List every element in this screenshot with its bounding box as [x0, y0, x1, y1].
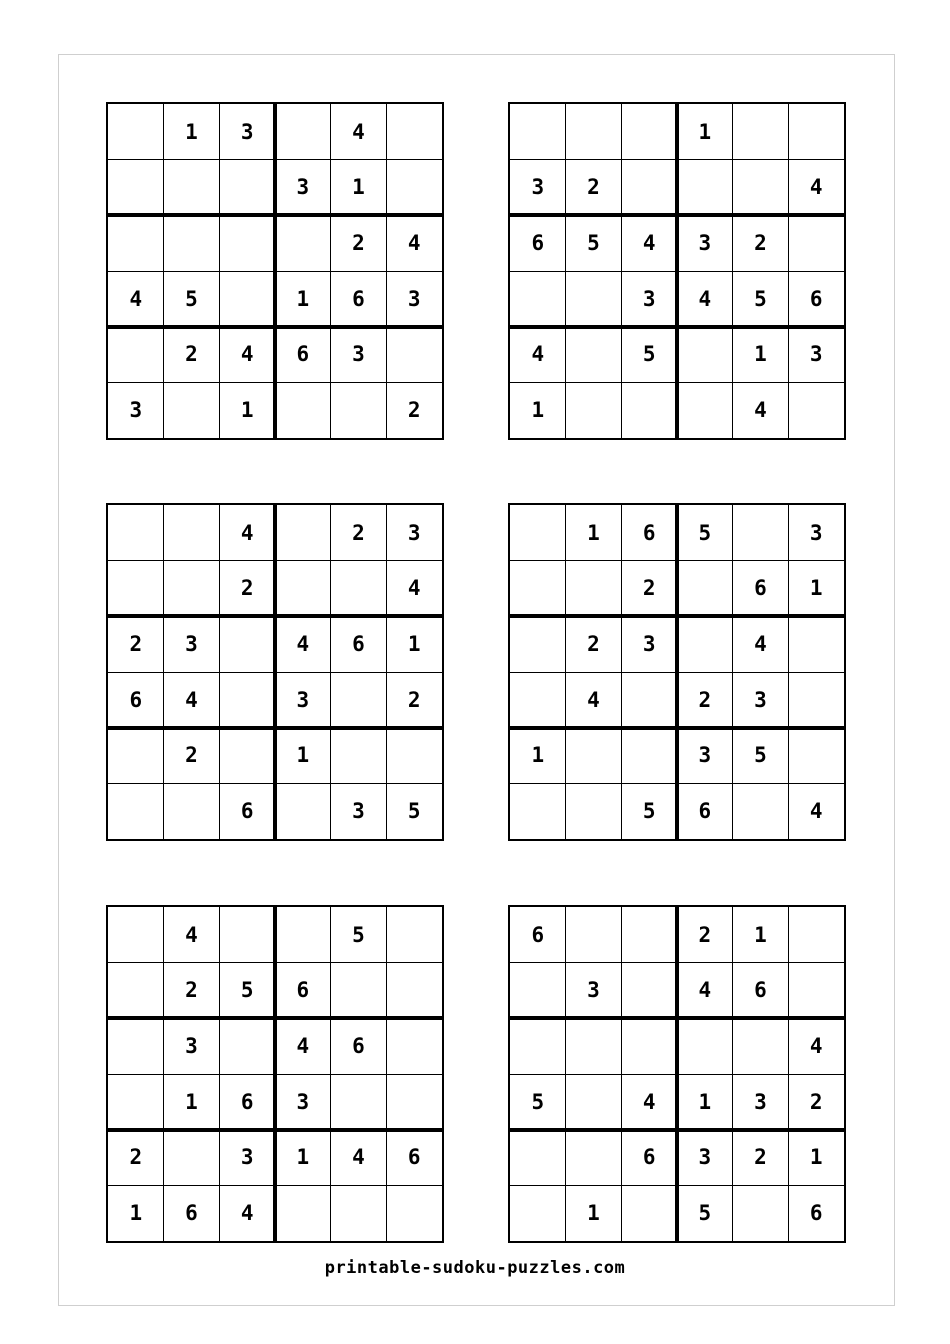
sudoku-cell: 3 — [809, 342, 823, 367]
sudoku-puzzle-5 — [106, 905, 444, 1243]
sudoku-cell: 4 — [809, 1034, 823, 1059]
sudoku-cell: 6 — [809, 286, 823, 311]
sudoku-cell: 6 — [809, 1201, 823, 1226]
sudoku-cell: 6 — [352, 632, 365, 657]
sudoku-cell: 2 — [754, 231, 767, 256]
sudoku-cell: 6 — [240, 799, 254, 824]
sudoku-cell — [677, 1018, 733, 1074]
sudoku-cell — [677, 616, 733, 672]
sudoku-cell — [275, 382, 331, 438]
sudoku-cell — [275, 104, 331, 160]
sudoku-cell: 3 — [185, 632, 198, 657]
sudoku-cell: 3 — [698, 743, 712, 768]
sudoku-cell: 4 — [129, 286, 143, 311]
sudoku-cell — [621, 907, 677, 963]
sudoku-cell — [108, 505, 164, 561]
sudoku-cell: 5 — [698, 1201, 712, 1226]
sudoku-cell — [510, 271, 566, 327]
sudoku-cell — [677, 327, 733, 383]
sudoku-cell — [108, 907, 164, 963]
sudoku-puzzle-2 — [508, 102, 846, 440]
sudoku-cell: 2 — [587, 632, 600, 657]
sudoku-cell: 6 — [296, 342, 310, 367]
sudoku-cell — [510, 783, 566, 839]
sudoku-cell — [677, 382, 733, 438]
sudoku-cell: 1 — [698, 119, 712, 144]
sudoku-cell — [566, 1018, 622, 1074]
sudoku-cell — [621, 728, 677, 784]
sudoku-cell — [788, 728, 844, 784]
sudoku-cell — [621, 1185, 677, 1241]
sudoku-cell — [733, 160, 789, 216]
sudoku-cell — [386, 1018, 442, 1074]
sudoku-cell — [733, 1185, 789, 1241]
sudoku-cell — [219, 728, 275, 784]
sudoku-cell: 4 — [809, 799, 823, 824]
sudoku-cell: 4 — [296, 1034, 310, 1059]
sudoku-cell — [108, 561, 164, 617]
sudoku-cell: 4 — [185, 922, 198, 947]
sudoku-cell: 1 — [754, 342, 767, 367]
sudoku-cell: 6 — [642, 1145, 656, 1170]
sudoku-cell: 2 — [352, 520, 365, 545]
sudoku-cell — [677, 160, 733, 216]
sudoku-cell: 2 — [809, 1089, 823, 1114]
sudoku-cell: 2 — [407, 687, 421, 712]
sudoku-cell — [788, 215, 844, 271]
sudoku-cell — [164, 561, 220, 617]
sudoku-cell — [108, 104, 164, 160]
sudoku-cell: 1 — [296, 1145, 310, 1170]
sudoku-cell: 6 — [185, 1201, 198, 1226]
sudoku-cell: 4 — [185, 687, 198, 712]
sudoku-cell: 6 — [531, 231, 545, 256]
sudoku-cell — [733, 1018, 789, 1074]
sudoku-cell: 4 — [240, 1201, 254, 1226]
sudoku-cell: 1 — [531, 743, 545, 768]
sudoku-cell — [788, 907, 844, 963]
sudoku-cell — [164, 1130, 220, 1186]
sudoku-cell — [566, 561, 622, 617]
sudoku-cell — [566, 271, 622, 327]
sudoku-cell: 2 — [185, 743, 198, 768]
sudoku-cell — [621, 382, 677, 438]
sudoku-cell: 6 — [531, 922, 545, 947]
sudoku-cell: 5 — [642, 342, 656, 367]
sudoku-cell — [566, 1130, 622, 1186]
sudoku-cell — [331, 963, 387, 1019]
sudoku-cell: 3 — [809, 520, 823, 545]
sudoku-cell — [331, 728, 387, 784]
sudoku-cell — [733, 104, 789, 160]
sudoku-cell: 3 — [352, 342, 365, 367]
sudoku-cell: 2 — [352, 231, 365, 256]
sudoku-cell: 6 — [407, 1145, 421, 1170]
sudoku-cell: 3 — [240, 119, 254, 144]
sudoku-cell: 5 — [352, 922, 365, 947]
sudoku-cell — [331, 561, 387, 617]
sudoku-cell: 1 — [185, 1089, 198, 1114]
sudoku-cell — [386, 1185, 442, 1241]
sudoku-cell — [164, 160, 220, 216]
sudoku-cell: 3 — [296, 175, 310, 200]
sudoku-cell — [386, 728, 442, 784]
sudoku-cell: 3 — [754, 687, 767, 712]
sudoku-cell — [108, 963, 164, 1019]
sudoku-cell — [386, 160, 442, 216]
sudoku-cell: 5 — [185, 286, 198, 311]
sudoku-cell — [566, 783, 622, 839]
sudoku-cell — [108, 215, 164, 271]
sudoku-cell: 2 — [698, 922, 712, 947]
sudoku-cell — [566, 907, 622, 963]
sudoku-cell — [788, 672, 844, 728]
sudoku-cell: 1 — [531, 398, 545, 423]
sudoku-cell: 2 — [129, 632, 143, 657]
sudoku-cell — [331, 382, 387, 438]
sudoku-cell: 1 — [587, 520, 600, 545]
sudoku-cell — [621, 672, 677, 728]
sudoku-cell: 4 — [407, 231, 421, 256]
sudoku-cell: 6 — [642, 520, 656, 545]
sudoku-cell: 4 — [642, 231, 656, 256]
sudoku-cell — [510, 963, 566, 1019]
sudoku-cell — [331, 1185, 387, 1241]
sudoku-cell: 4 — [240, 342, 254, 367]
sudoku-cell: 6 — [698, 799, 712, 824]
sudoku-cell — [275, 561, 331, 617]
sudoku-cell — [386, 963, 442, 1019]
sudoku-cell: 6 — [352, 1034, 365, 1059]
sudoku-cell: 3 — [698, 231, 712, 256]
sudoku-cell: 5 — [698, 520, 712, 545]
sudoku-cell — [219, 215, 275, 271]
sudoku-cell: 4 — [754, 632, 767, 657]
sudoku-cell: 1 — [185, 119, 198, 144]
sudoku-cell: 2 — [407, 398, 421, 423]
sudoku-cell: 2 — [587, 175, 600, 200]
sudoku-cell: 2 — [185, 342, 198, 367]
sudoku-puzzle-3 — [106, 503, 444, 841]
site-footer: printable-sudoku-puzzles.com — [324, 1258, 626, 1278]
sudoku-cell: 4 — [240, 520, 254, 545]
sudoku-cell: 3 — [296, 687, 310, 712]
sudoku-cell — [275, 907, 331, 963]
sudoku-cell — [275, 215, 331, 271]
sudoku-cell — [733, 783, 789, 839]
sudoku-cell — [275, 1185, 331, 1241]
sudoku-cell — [219, 672, 275, 728]
sudoku-cell — [510, 1130, 566, 1186]
sudoku-cell — [108, 1074, 164, 1130]
sudoku-cell — [510, 672, 566, 728]
sudoku-cell — [621, 160, 677, 216]
sudoku-cell: 5 — [754, 286, 767, 311]
sudoku-cell — [566, 728, 622, 784]
sudoku-cell — [621, 104, 677, 160]
sudoku-cell — [331, 1074, 387, 1130]
sudoku-cell — [108, 327, 164, 383]
sudoku-cell: 1 — [407, 632, 421, 657]
sudoku-cell — [510, 104, 566, 160]
sudoku-cell: 4 — [352, 119, 365, 144]
sudoku-cell — [566, 327, 622, 383]
sudoku-cell — [108, 783, 164, 839]
sudoku-cell: 4 — [587, 687, 600, 712]
sudoku-cell: 4 — [642, 1089, 656, 1114]
sudoku-cell: 3 — [642, 632, 656, 657]
sudoku-cell: 6 — [352, 286, 365, 311]
sudoku-cell: 4 — [698, 978, 712, 1003]
sudoku-cell — [108, 728, 164, 784]
sudoku-cell: 3 — [407, 520, 421, 545]
sudoku-cell — [510, 616, 566, 672]
sudoku-cell: 3 — [240, 1145, 254, 1170]
sudoku-cell: 3 — [754, 1089, 767, 1114]
sudoku-cell — [108, 160, 164, 216]
sudoku-cell — [677, 561, 733, 617]
sudoku-cell — [510, 505, 566, 561]
sudoku-cell: 1 — [698, 1089, 712, 1114]
sudoku-cell: 1 — [587, 1201, 600, 1226]
sudoku-cell — [788, 616, 844, 672]
sudoku-cell: 2 — [698, 687, 712, 712]
sudoku-cell — [331, 672, 387, 728]
sudoku-cell: 4 — [296, 632, 310, 657]
sudoku-cell: 3 — [587, 978, 600, 1003]
sudoku-cell: 6 — [754, 576, 767, 601]
sudoku-cell — [510, 1185, 566, 1241]
sudoku-cell: 5 — [407, 799, 421, 824]
sudoku-cell: 5 — [587, 231, 600, 256]
sudoku-cell — [386, 907, 442, 963]
sudoku-cell — [386, 1074, 442, 1130]
sudoku-cell — [164, 783, 220, 839]
sudoku-cell: 2 — [129, 1145, 143, 1170]
sudoku-cell: 5 — [531, 1089, 545, 1114]
sudoku-cell — [733, 505, 789, 561]
sudoku-cell — [566, 104, 622, 160]
sudoku-cell: 4 — [407, 576, 421, 601]
sudoku-cell — [108, 1018, 164, 1074]
sudoku-cell — [164, 505, 220, 561]
sudoku-cell: 1 — [129, 1201, 143, 1226]
sudoku-cell: 3 — [296, 1089, 310, 1114]
sudoku-cell: 1 — [809, 576, 823, 601]
sudoku-cell: 4 — [809, 175, 823, 200]
sudoku-cell: 2 — [754, 1145, 767, 1170]
sudoku-cell — [164, 215, 220, 271]
sudoku-cell: 1 — [754, 922, 767, 947]
sudoku-cell: 4 — [531, 342, 545, 367]
sudoku-cell: 5 — [240, 978, 254, 1003]
sudoku-cell — [386, 104, 442, 160]
sudoku-cell: 4 — [698, 286, 712, 311]
sudoku-cell: 5 — [754, 743, 767, 768]
sudoku-cell — [219, 160, 275, 216]
sudoku-cell: 3 — [642, 286, 656, 311]
sudoku-cell — [219, 907, 275, 963]
sudoku-cell: 5 — [642, 799, 656, 824]
sudoku-cell: 4 — [352, 1145, 365, 1170]
sudoku-cell: 3 — [698, 1145, 712, 1170]
sudoku-cell: 1 — [809, 1145, 823, 1170]
sudoku-cell: 2 — [240, 576, 254, 601]
sudoku-cell: 3 — [129, 398, 143, 423]
sudoku-cell — [788, 382, 844, 438]
sudoku-cell — [219, 271, 275, 327]
sudoku-cell: 1 — [352, 175, 365, 200]
sudoku-puzzle-6 — [508, 905, 846, 1243]
sudoku-cell: 4 — [754, 398, 767, 423]
sudoku-cell — [386, 327, 442, 383]
sudoku-cell: 3 — [352, 799, 365, 824]
sudoku-cell — [566, 1074, 622, 1130]
sudoku-cell — [510, 561, 566, 617]
sudoku-puzzle-4 — [508, 503, 846, 841]
sudoku-cell — [219, 1018, 275, 1074]
sudoku-cell: 6 — [240, 1089, 254, 1114]
sudoku-cell: 2 — [642, 576, 656, 601]
sudoku-cell — [621, 1018, 677, 1074]
sudoku-cell: 3 — [185, 1034, 198, 1059]
sudoku-cell: 2 — [185, 978, 198, 1003]
sudoku-cell: 1 — [296, 286, 310, 311]
sudoku-cell — [510, 1018, 566, 1074]
sudoku-cell — [788, 104, 844, 160]
sudoku-cell: 6 — [754, 978, 767, 1003]
sudoku-cell — [219, 616, 275, 672]
sudoku-cell: 1 — [240, 398, 254, 423]
sudoku-cell — [788, 963, 844, 1019]
sudoku-cell — [164, 382, 220, 438]
sudoku-cell — [566, 382, 622, 438]
sudoku-cell: 6 — [129, 687, 143, 712]
sudoku-cell — [275, 783, 331, 839]
sudoku-cell — [275, 505, 331, 561]
sudoku-cell: 6 — [296, 978, 310, 1003]
sudoku-cell: 1 — [296, 743, 310, 768]
sudoku-cell — [621, 963, 677, 1019]
sudoku-cell: 3 — [407, 286, 421, 311]
sudoku-puzzle-1 — [106, 102, 444, 440]
sudoku-cell: 3 — [531, 175, 545, 200]
